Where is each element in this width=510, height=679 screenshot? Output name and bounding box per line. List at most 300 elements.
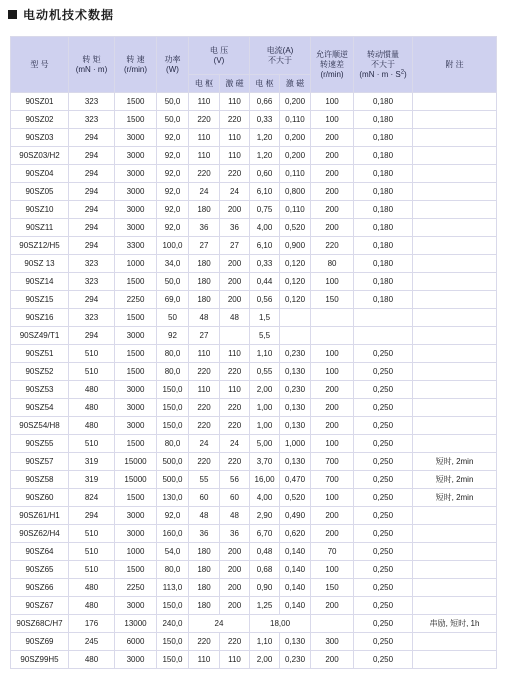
speed-cell: 3000 — [115, 183, 157, 201]
field-current-cell: 0,120 — [280, 255, 311, 273]
armature-current-cell: 0,56 — [250, 291, 280, 309]
notes-cell — [413, 183, 497, 201]
torque-cell: 294 — [69, 129, 115, 147]
field-voltage-cell — [220, 327, 250, 345]
table-body — [11, 93, 497, 669]
inertia-cell: 0,250 — [354, 489, 413, 507]
armature-current-cell: 5,00 — [250, 435, 280, 453]
header-speed: 转 速 (r/min) — [115, 37, 157, 93]
power-cell: 130,0 — [157, 489, 189, 507]
table-row — [11, 579, 497, 597]
armature-voltage-cell: 180 — [189, 201, 220, 219]
power-cell: 80,0 — [157, 435, 189, 453]
armature-voltage-cell: 180 — [189, 543, 220, 561]
speed-cell: 3000 — [115, 381, 157, 399]
armature-current-cell: 0,66 — [250, 93, 280, 111]
header-voltage-armature: 电 枢 — [189, 75, 220, 93]
field-voltage-cell: 36 — [220, 525, 250, 543]
table-row — [11, 651, 497, 669]
field-voltage-cell: 200 — [220, 561, 250, 579]
speed-difference-cell: 80 — [311, 255, 354, 273]
torque-cell: 245 — [69, 633, 115, 651]
armature-voltage-cell: 220 — [189, 453, 220, 471]
speed-difference-cell: 200 — [311, 183, 354, 201]
model-cell: 90SZ12/H5 — [11, 237, 69, 255]
model-cell: 90SZ51 — [11, 345, 69, 363]
inertia-cell: 0,250 — [354, 471, 413, 489]
speed-cell: 1500 — [115, 309, 157, 327]
header-speed-difference: 允许顺逆 转速差 (r/min) — [311, 37, 354, 93]
field-voltage-cell: 24 — [220, 435, 250, 453]
armature-voltage-cell: 220 — [189, 165, 220, 183]
speed-cell: 1500 — [115, 345, 157, 363]
model-cell: 90SZ14 — [11, 273, 69, 291]
torque-cell: 510 — [69, 525, 115, 543]
armature-voltage-cell: 27 — [189, 237, 220, 255]
speed-difference-cell: 200 — [311, 525, 354, 543]
table-row — [11, 453, 497, 471]
field-current-cell: 0,230 — [280, 381, 311, 399]
armature-voltage-cell: 180 — [189, 579, 220, 597]
notes-cell — [413, 111, 497, 129]
header-voltage-field: 激 磁 — [220, 75, 250, 93]
table-row — [11, 381, 497, 399]
model-cell: 90SZ05 — [11, 183, 69, 201]
table-row — [11, 615, 497, 633]
torque-cell: 480 — [69, 399, 115, 417]
armature-voltage-cell: 180 — [189, 597, 220, 615]
notes-cell — [413, 363, 497, 381]
header-current-armature: 电 枢 — [250, 75, 280, 93]
power-cell: 50 — [157, 309, 189, 327]
speed-difference-cell — [311, 309, 354, 327]
speed-cell: 15000 — [115, 471, 157, 489]
notes-cell — [413, 399, 497, 417]
inertia-cell: 0,250 — [354, 453, 413, 471]
notes-cell — [413, 381, 497, 399]
table-row — [11, 597, 497, 615]
header-current: 电流(A) 不大于 — [250, 37, 311, 75]
notes-cell — [413, 327, 497, 345]
power-cell: 150,0 — [157, 399, 189, 417]
model-cell: 90SZ04 — [11, 165, 69, 183]
table-row — [11, 165, 497, 183]
torque-cell: 294 — [69, 237, 115, 255]
speed-cell: 1500 — [115, 93, 157, 111]
power-cell: 150,0 — [157, 597, 189, 615]
notes-cell — [413, 525, 497, 543]
notes-cell — [413, 507, 497, 525]
speed-cell: 2250 — [115, 291, 157, 309]
speed-difference-cell: 100 — [311, 345, 354, 363]
armature-current-cell: 1,10 — [250, 345, 280, 363]
field-current-cell: 0,490 — [280, 507, 311, 525]
notes-cell — [413, 255, 497, 273]
speed-difference-cell: 200 — [311, 165, 354, 183]
field-current-cell: 0,140 — [280, 579, 311, 597]
power-cell: 80,0 — [157, 561, 189, 579]
torque-cell: 480 — [69, 417, 115, 435]
torque-cell: 294 — [69, 165, 115, 183]
field-voltage-cell: 36 — [220, 219, 250, 237]
speed-difference-cell: 300 — [311, 633, 354, 651]
table-row — [11, 399, 497, 417]
page-heading — [8, 6, 114, 22]
notes-cell: 短时, 2min — [413, 453, 497, 471]
field-voltage-cell: 110 — [220, 93, 250, 111]
table-row — [11, 489, 497, 507]
speed-cell: 1000 — [115, 255, 157, 273]
torque-cell: 294 — [69, 291, 115, 309]
armature-current-cell: 6,70 — [250, 525, 280, 543]
table-row — [11, 543, 497, 561]
armature-voltage-cell: 180 — [189, 255, 220, 273]
field-current-cell — [280, 309, 311, 327]
armature-voltage-cell: 24 — [189, 183, 220, 201]
torque-cell: 323 — [69, 273, 115, 291]
field-voltage-cell: 110 — [220, 345, 250, 363]
armature-voltage-cell: 220 — [189, 633, 220, 651]
model-cell: 90SZ67 — [11, 597, 69, 615]
torque-cell: 510 — [69, 363, 115, 381]
table-row — [11, 129, 497, 147]
speed-difference-cell: 100 — [311, 111, 354, 129]
speed-cell: 1000 — [115, 543, 157, 561]
field-current-cell: 0,230 — [280, 345, 311, 363]
speed-cell: 1500 — [115, 561, 157, 579]
speed-difference-cell: 100 — [311, 273, 354, 291]
armature-current-cell: 0,44 — [250, 273, 280, 291]
torque-cell: 319 — [69, 471, 115, 489]
field-current-cell: 0,110 — [280, 165, 311, 183]
model-cell: 90SZ66 — [11, 579, 69, 597]
armature-current-cell: 0,75 — [250, 201, 280, 219]
armature-voltage-cell: 110 — [189, 93, 220, 111]
field-current-cell: 0,120 — [280, 273, 311, 291]
current-cell: 18,00 — [250, 615, 311, 633]
torque-cell: 294 — [69, 201, 115, 219]
armature-current-cell: 4,00 — [250, 489, 280, 507]
model-cell: 90SZ03 — [11, 129, 69, 147]
notes-cell — [413, 651, 497, 669]
field-voltage-cell: 200 — [220, 255, 250, 273]
model-cell: 90SZ 13 — [11, 255, 69, 273]
armature-voltage-cell: 110 — [189, 381, 220, 399]
torque-cell: 510 — [69, 561, 115, 579]
armature-voltage-cell: 55 — [189, 471, 220, 489]
table-row — [11, 471, 497, 489]
power-cell: 80,0 — [157, 345, 189, 363]
header-inertia: 转动惯量 不大于 $(mN \cdot m \cdot S^2)$ — [354, 37, 413, 93]
field-voltage-cell: 48 — [220, 309, 250, 327]
speed-cell: 3000 — [115, 129, 157, 147]
speed-difference-cell: 150 — [311, 579, 354, 597]
speed-difference-cell: 200 — [311, 597, 354, 615]
model-cell: 90SZ68C/H7 — [11, 615, 69, 633]
table-row — [11, 255, 497, 273]
field-current-cell: 1,000 — [280, 435, 311, 453]
power-cell: 50,0 — [157, 111, 189, 129]
torque-cell: 480 — [69, 579, 115, 597]
field-current-cell: 0,110 — [280, 201, 311, 219]
speed-difference-cell: 200 — [311, 219, 354, 237]
speed-difference-cell: 100 — [311, 489, 354, 507]
inertia-cell: 0,180 — [354, 237, 413, 255]
field-current-cell: 0,230 — [280, 651, 311, 669]
speed-difference-cell: 200 — [311, 651, 354, 669]
inertia-cell: 0,250 — [354, 525, 413, 543]
field-voltage-cell: 200 — [220, 579, 250, 597]
armature-voltage-cell: 220 — [189, 363, 220, 381]
armature-voltage-cell: 110 — [189, 147, 220, 165]
table-row — [11, 507, 497, 525]
inertia-cell: 0,250 — [354, 561, 413, 579]
power-cell: 92,0 — [157, 201, 189, 219]
motor-data-table — [10, 36, 497, 669]
torque-cell: 294 — [69, 147, 115, 165]
field-current-cell: 0,130 — [280, 453, 311, 471]
table-row — [11, 525, 497, 543]
torque-cell: 323 — [69, 111, 115, 129]
notes-cell — [413, 309, 497, 327]
model-cell: 90SZ10 — [11, 201, 69, 219]
field-voltage-cell: 56 — [220, 471, 250, 489]
field-voltage-cell: 110 — [220, 147, 250, 165]
header-torque: 转 矩 (mN · m) — [69, 37, 115, 93]
armature-voltage-cell: 110 — [189, 129, 220, 147]
speed-cell: 3000 — [115, 327, 157, 345]
field-current-cell: 0,200 — [280, 129, 311, 147]
speed-cell: 3000 — [115, 399, 157, 417]
speed-cell: 3000 — [115, 147, 157, 165]
field-current-cell: 0,110 — [280, 111, 311, 129]
field-voltage-cell: 220 — [220, 633, 250, 651]
power-cell: 80,0 — [157, 363, 189, 381]
power-cell: 92,0 — [157, 165, 189, 183]
inertia-cell: 0,250 — [354, 543, 413, 561]
armature-current-cell: 16,00 — [250, 471, 280, 489]
table-row — [11, 435, 497, 453]
speed-cell: 3000 — [115, 201, 157, 219]
inertia-cell: 0,250 — [354, 507, 413, 525]
table-row — [11, 345, 497, 363]
table-row — [11, 93, 497, 111]
inertia-cell: 0,180 — [354, 93, 413, 111]
notes-cell — [413, 201, 497, 219]
inertia-cell: 0,180 — [354, 183, 413, 201]
armature-current-cell: 2,00 — [250, 651, 280, 669]
power-cell: 92,0 — [157, 507, 189, 525]
armature-current-cell: 6,10 — [250, 183, 280, 201]
speed-cell: 6000 — [115, 633, 157, 651]
speed-difference-cell: 220 — [311, 237, 354, 255]
inertia-cell: 0,180 — [354, 273, 413, 291]
speed-cell: 3000 — [115, 219, 157, 237]
armature-current-cell: 3,70 — [250, 453, 280, 471]
inertia-cell: 0,180 — [354, 255, 413, 273]
power-cell: 92,0 — [157, 219, 189, 237]
torque-cell: 323 — [69, 309, 115, 327]
torque-cell: 319 — [69, 453, 115, 471]
torque-cell: 480 — [69, 651, 115, 669]
inertia-cell: 0,250 — [354, 399, 413, 417]
speed-difference-cell: 200 — [311, 399, 354, 417]
notes-cell — [413, 579, 497, 597]
field-current-cell: 0,140 — [280, 597, 311, 615]
field-voltage-cell: 60 — [220, 489, 250, 507]
field-current-cell: 0,120 — [280, 291, 311, 309]
model-cell: 90SZ57 — [11, 453, 69, 471]
armature-voltage-cell: 48 — [189, 309, 220, 327]
field-voltage-cell: 24 — [220, 183, 250, 201]
table-row — [11, 327, 497, 345]
power-cell: 100,0 — [157, 237, 189, 255]
speed-difference-cell: 200 — [311, 147, 354, 165]
speed-difference-cell — [311, 327, 354, 345]
inertia-cell: 0,250 — [354, 345, 413, 363]
field-current-cell: 0,800 — [280, 183, 311, 201]
page-title: 电动机技术数据 — [23, 7, 115, 22]
torque-cell: 294 — [69, 327, 115, 345]
power-cell: 92 — [157, 327, 189, 345]
table-row — [11, 147, 497, 165]
power-cell: 69,0 — [157, 291, 189, 309]
field-current-cell: 0,130 — [280, 399, 311, 417]
power-cell: 50,0 — [157, 93, 189, 111]
field-voltage-cell: 200 — [220, 201, 250, 219]
notes-cell — [413, 291, 497, 309]
field-current-cell: 0,620 — [280, 525, 311, 543]
armature-current-cell: 6,10 — [250, 237, 280, 255]
table-row — [11, 291, 497, 309]
field-current-cell: 0,130 — [280, 633, 311, 651]
inertia-cell: 0,180 — [354, 165, 413, 183]
inertia-cell: 0,180 — [354, 201, 413, 219]
speed-cell: 3300 — [115, 237, 157, 255]
model-cell: 90SZ99H5 — [11, 651, 69, 669]
model-cell: 90SZ03/H2 — [11, 147, 69, 165]
inertia-cell: 0,250 — [354, 381, 413, 399]
field-voltage-cell: 110 — [220, 381, 250, 399]
power-cell: 150,0 — [157, 381, 189, 399]
field-voltage-cell: 220 — [220, 165, 250, 183]
table-row — [11, 273, 497, 291]
model-cell: 90SZ02 — [11, 111, 69, 129]
armature-current-cell: 2,90 — [250, 507, 280, 525]
armature-current-cell: 1,5 — [250, 309, 280, 327]
speed-difference-cell: 200 — [311, 201, 354, 219]
header-model: 型 号 — [11, 37, 69, 93]
speed-difference-cell: 70 — [311, 543, 354, 561]
field-voltage-cell: 200 — [220, 543, 250, 561]
model-cell: 90SZ61/H1 — [11, 507, 69, 525]
power-cell: 240,0 — [157, 615, 189, 633]
power-cell: 92,0 — [157, 129, 189, 147]
speed-difference-cell — [311, 615, 354, 633]
square-bullet-icon — [8, 10, 17, 19]
field-current-cell: 0,520 — [280, 489, 311, 507]
armature-voltage-cell: 27 — [189, 327, 220, 345]
field-voltage-cell: 110 — [220, 651, 250, 669]
speed-cell: 1500 — [115, 273, 157, 291]
field-voltage-cell: 27 — [220, 237, 250, 255]
armature-current-cell: 1,00 — [250, 399, 280, 417]
armature-voltage-cell: 36 — [189, 525, 220, 543]
model-cell: 90SZ62/H4 — [11, 525, 69, 543]
notes-cell — [413, 237, 497, 255]
speed-difference-cell: 100 — [311, 93, 354, 111]
field-current-cell: 0,140 — [280, 561, 311, 579]
table-row — [11, 111, 497, 129]
model-cell: 90SZ53 — [11, 381, 69, 399]
armature-current-cell: 0,33 — [250, 111, 280, 129]
notes-cell: 串励, 短时, 1h — [413, 615, 497, 633]
torque-cell: 323 — [69, 255, 115, 273]
model-cell: 90SZ52 — [11, 363, 69, 381]
field-voltage-cell: 220 — [220, 399, 250, 417]
table-row — [11, 417, 497, 435]
model-cell: 90SZ54 — [11, 399, 69, 417]
speed-difference-cell: 200 — [311, 507, 354, 525]
field-current-cell: 0,200 — [280, 93, 311, 111]
speed-difference-cell: 100 — [311, 435, 354, 453]
armature-current-cell: 0,68 — [250, 561, 280, 579]
armature-current-cell: 5,5 — [250, 327, 280, 345]
armature-voltage-cell: 36 — [189, 219, 220, 237]
inertia-cell: 0,250 — [354, 615, 413, 633]
armature-current-cell: 2,00 — [250, 381, 280, 399]
field-current-cell: 0,520 — [280, 219, 311, 237]
speed-difference-cell: 700 — [311, 471, 354, 489]
model-cell: 90SZ69 — [11, 633, 69, 651]
inertia-cell: 0,250 — [354, 579, 413, 597]
field-current-cell: 0,200 — [280, 147, 311, 165]
speed-cell: 2250 — [115, 579, 157, 597]
armature-voltage-cell: 180 — [189, 273, 220, 291]
field-voltage-cell: 220 — [220, 363, 250, 381]
power-cell: 92,0 — [157, 183, 189, 201]
speed-difference-cell: 100 — [311, 561, 354, 579]
notes-cell — [413, 129, 497, 147]
power-cell: 92,0 — [157, 147, 189, 165]
model-cell: 90SZ54/H8 — [11, 417, 69, 435]
notes-cell — [413, 147, 497, 165]
armature-current-cell: 1,20 — [250, 129, 280, 147]
inertia-cell — [354, 327, 413, 345]
speed-cell: 1500 — [115, 363, 157, 381]
model-cell: 90SZ65 — [11, 561, 69, 579]
notes-cell — [413, 345, 497, 363]
power-cell: 500,0 — [157, 471, 189, 489]
speed-cell: 13000 — [115, 615, 157, 633]
field-voltage-cell: 200 — [220, 597, 250, 615]
armature-current-cell: 0,60 — [250, 165, 280, 183]
inertia-cell: 0,250 — [354, 597, 413, 615]
field-current-cell — [280, 327, 311, 345]
model-cell: 90SZ11 — [11, 219, 69, 237]
speed-difference-cell: 200 — [311, 417, 354, 435]
model-cell: 90SZ64 — [11, 543, 69, 561]
table-row — [11, 219, 497, 237]
field-current-cell: 0,130 — [280, 363, 311, 381]
model-cell: 90SZ49/T1 — [11, 327, 69, 345]
power-cell: 160,0 — [157, 525, 189, 543]
notes-cell — [413, 543, 497, 561]
table-row — [11, 363, 497, 381]
armature-current-cell: 0,90 — [250, 579, 280, 597]
model-cell: 90SZ15 — [11, 291, 69, 309]
torque-cell: 294 — [69, 183, 115, 201]
